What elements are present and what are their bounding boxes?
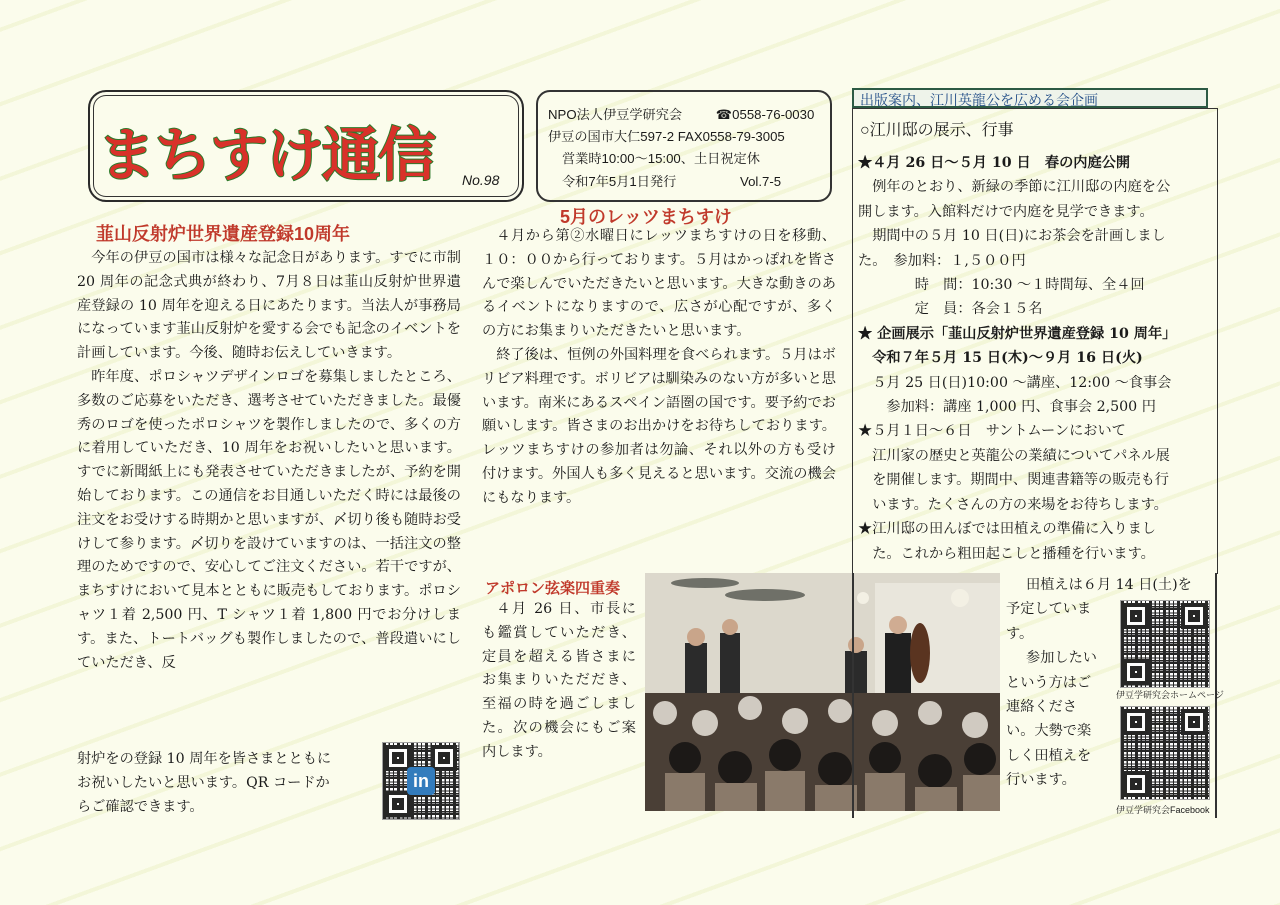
event-line: 令和７年５月 15 日(木)〜９月 16 日(火) bbox=[858, 350, 1143, 367]
qr-corner-marker bbox=[1123, 659, 1149, 685]
right-column-left-rule bbox=[852, 573, 854, 818]
newsletter-title-logo: まちすけ通信 bbox=[98, 121, 435, 189]
concert-photo-illustration bbox=[645, 573, 1000, 811]
qr-corner-marker bbox=[385, 791, 411, 817]
article-body-lets-machisuke bbox=[482, 225, 836, 511]
concert-photo bbox=[645, 573, 1000, 811]
event-line: を開催します。期間中、関連書籍等の販売も行 bbox=[858, 472, 1169, 489]
linkedin-icon: in bbox=[407, 767, 435, 795]
notice-line: という方はご bbox=[1006, 674, 1092, 691]
event-line: た。 参加料：１,５００円 bbox=[858, 252, 1026, 269]
article-heading-reverberatory-furnace: 韮山反射炉世界遺産登録10周年 bbox=[96, 224, 351, 244]
article2-paragraph-2: 終了後は、恒例の外国料理を食べられます。５月はボリビア料理です。ボリビアは馴染みのない方が多いと思います。南米にあるスペイン語圏の国です。要予約でお願いします。皆さまのお出かけをお待ちしております。レッツまちすけの参加者は勿論、それ以外の方も受け付けます。外国人も多く見えると思います。交流の機会にもなります。 bbox=[482, 346, 836, 506]
instagram-qr-code[interactable] bbox=[382, 742, 460, 820]
qr-corner-marker bbox=[1123, 771, 1149, 797]
notice-line: 連絡くださ bbox=[1006, 699, 1077, 716]
qr-corner-marker bbox=[1181, 603, 1207, 629]
event-line: 開します。入館料だけで内庭を見学できます。 bbox=[858, 203, 1154, 220]
event-line: います。たくさんの方の来場をお待ちします。 bbox=[858, 496, 1168, 513]
event-line: 時 間：10:30 〜１時間毎、全４回 bbox=[858, 277, 1145, 294]
notice-line: 予定していま bbox=[1006, 601, 1092, 618]
publisher-address: 伊豆の国市大仁597-2 FAX0558-79-3005 bbox=[548, 129, 785, 144]
qr-corner-marker bbox=[431, 745, 457, 771]
article-body-apollon-quartet bbox=[482, 598, 636, 765]
publisher-name: NPO法人伊豆学研究会 bbox=[548, 107, 683, 122]
event-line: ★ 企画展示「韮山反射炉世界遺産登録 10 周年」 bbox=[858, 325, 1177, 342]
publisher-hours: 営業時10:00〜15:00、土日祝定休 bbox=[562, 151, 760, 166]
event-line: ★江川邸の田んぼでは田植えの準備に入りまし bbox=[858, 521, 1156, 538]
issue-number: No.98 bbox=[462, 172, 500, 188]
notice-line: しく田植えを bbox=[1006, 747, 1092, 764]
notice-line: す。 bbox=[1006, 625, 1034, 642]
article-heading-apollon-quartet: アポロン弦楽四重奏 bbox=[485, 580, 621, 597]
egawa-heading: ○江川邸の展示、行事 bbox=[860, 122, 1014, 139]
qr-corner-marker bbox=[1181, 709, 1207, 735]
notice-line: 参加したい bbox=[1026, 650, 1097, 667]
publisher-phone: ☎0558-76-0030 bbox=[715, 107, 815, 122]
qr-corner-marker bbox=[385, 745, 411, 771]
notice-line: 行います。 bbox=[1006, 772, 1076, 789]
event-line: 定 員：各会１５名 bbox=[858, 301, 1043, 318]
homepage-qr-caption: 伊豆学研究会ホームページ bbox=[1116, 690, 1224, 700]
facebook-qr-caption: 伊豆学研究会Facebook bbox=[1116, 805, 1210, 815]
article1-tail-line-1: 射炉をの登録 10 周年を皆さまとともに bbox=[77, 751, 332, 767]
event-line: 期間中の５月 10 日(日)にお茶会を計画しまし bbox=[858, 228, 1166, 245]
event-line: ５月 25 日(日)10:00 〜講座、12:00 〜食事会 bbox=[858, 374, 1172, 391]
qr-corner-marker bbox=[1123, 603, 1149, 629]
publisher-line-1 bbox=[548, 105, 814, 124]
article1-tail-line-3: らご確認できます。 bbox=[77, 798, 204, 815]
egawa-events-list bbox=[858, 151, 1210, 566]
publisher-date-line bbox=[562, 172, 781, 191]
event-line: 江川家の歴史と英龍公の業績についてパネル展 bbox=[858, 447, 1170, 464]
notice-line: 田植えは６月 14 日(土)を bbox=[1026, 577, 1192, 593]
article1-paragraph-1: 今年の伊豆の国市は様々な記念日があります。すでに市制 20 周年の記念式典が終わり、7月８日は韮山反射炉世界遺産登録の 10 周年を迎える日にあたります。当法人が事務局になっています韮山反射炉を愛する会でも記念のイベントを計画しています。今後、随時お伝えしていきます。 bbox=[77, 250, 461, 362]
article1-paragraph-2: 昨年度、ポロシャツデザインロゴを募集しましたところ、多数のご応募をいただき、選考させていただきました。最優秀のロゴを使ったポロシャツを製作しましたので、多くの方に着用していただき、10 周年をお祝いしたいと思います。すでに新聞紙上にも発表させていただきましたが、予約を開始しております。この通信をお目通しいただく時には最後の注文をお受けする時期かと思いますが、〆切り後も随時お受けして参ります。〆切りを設けていますのは、一括注文の整理のためですので、安心してご注文ください。若干ですが、まちすけにおいて見本とともに販売もしております。ポロシャツ１着 2,500 円、T シャツ１着 1,800 円でお分けします。また、トートバッグも製作しましたので、普段遣いにしていただき、反 bbox=[77, 368, 461, 671]
qr-corner-marker bbox=[1123, 709, 1149, 735]
event-line: ★５月１日〜６日 サントムーンにおいて bbox=[858, 423, 1126, 440]
volume: Vol.7-5 bbox=[740, 174, 782, 189]
event-line: た。これから粗田起こしと播種を行います。 bbox=[858, 545, 1155, 562]
article1-tail bbox=[77, 748, 377, 819]
event-line: 参加料：講座 1,000 円、食事会 2,500 円 bbox=[858, 399, 1156, 416]
event-line: ★４月 26 日〜５月 10 日 春の内庭公開 bbox=[858, 155, 1131, 171]
publication-banner: 出版案内、江川英龍公を広める会企画 bbox=[852, 88, 1208, 108]
article3-paragraph-1: ４月 26 日、市長にも鑑賞していただき、定員を超える皆さまにお集まりいただだき、至福の時を過ごしました。次の機会にもご案内します。 bbox=[482, 601, 636, 760]
facebook-qr-code[interactable] bbox=[1120, 706, 1210, 800]
article2-paragraph-1: ４月から第②水曜日にレッツまちすけの日を移動、１０：００から行っております。５月はかっぽれを皆さんで楽しんでいただきたいと思います。大きな動きのあるイベントになりますので、広さが心配ですが、多くの方にお集まりいただきたいと思います。 bbox=[482, 228, 836, 340]
homepage-qr-code[interactable] bbox=[1120, 600, 1210, 688]
article-body-reverberatory-furnace bbox=[77, 247, 461, 675]
article-heading-lets-machisuke: 5月のレッツまちすけ bbox=[560, 207, 732, 227]
issue-date: 令和7年5月1日発行 bbox=[562, 174, 677, 189]
event-line: 例年のとおり、新緑の季節に江川邸の内庭を公 bbox=[858, 179, 1171, 196]
notice-line: い。大勢で楽 bbox=[1006, 723, 1092, 740]
article1-tail-line-2: お祝いしたいと思います。QR コードか bbox=[77, 774, 330, 791]
